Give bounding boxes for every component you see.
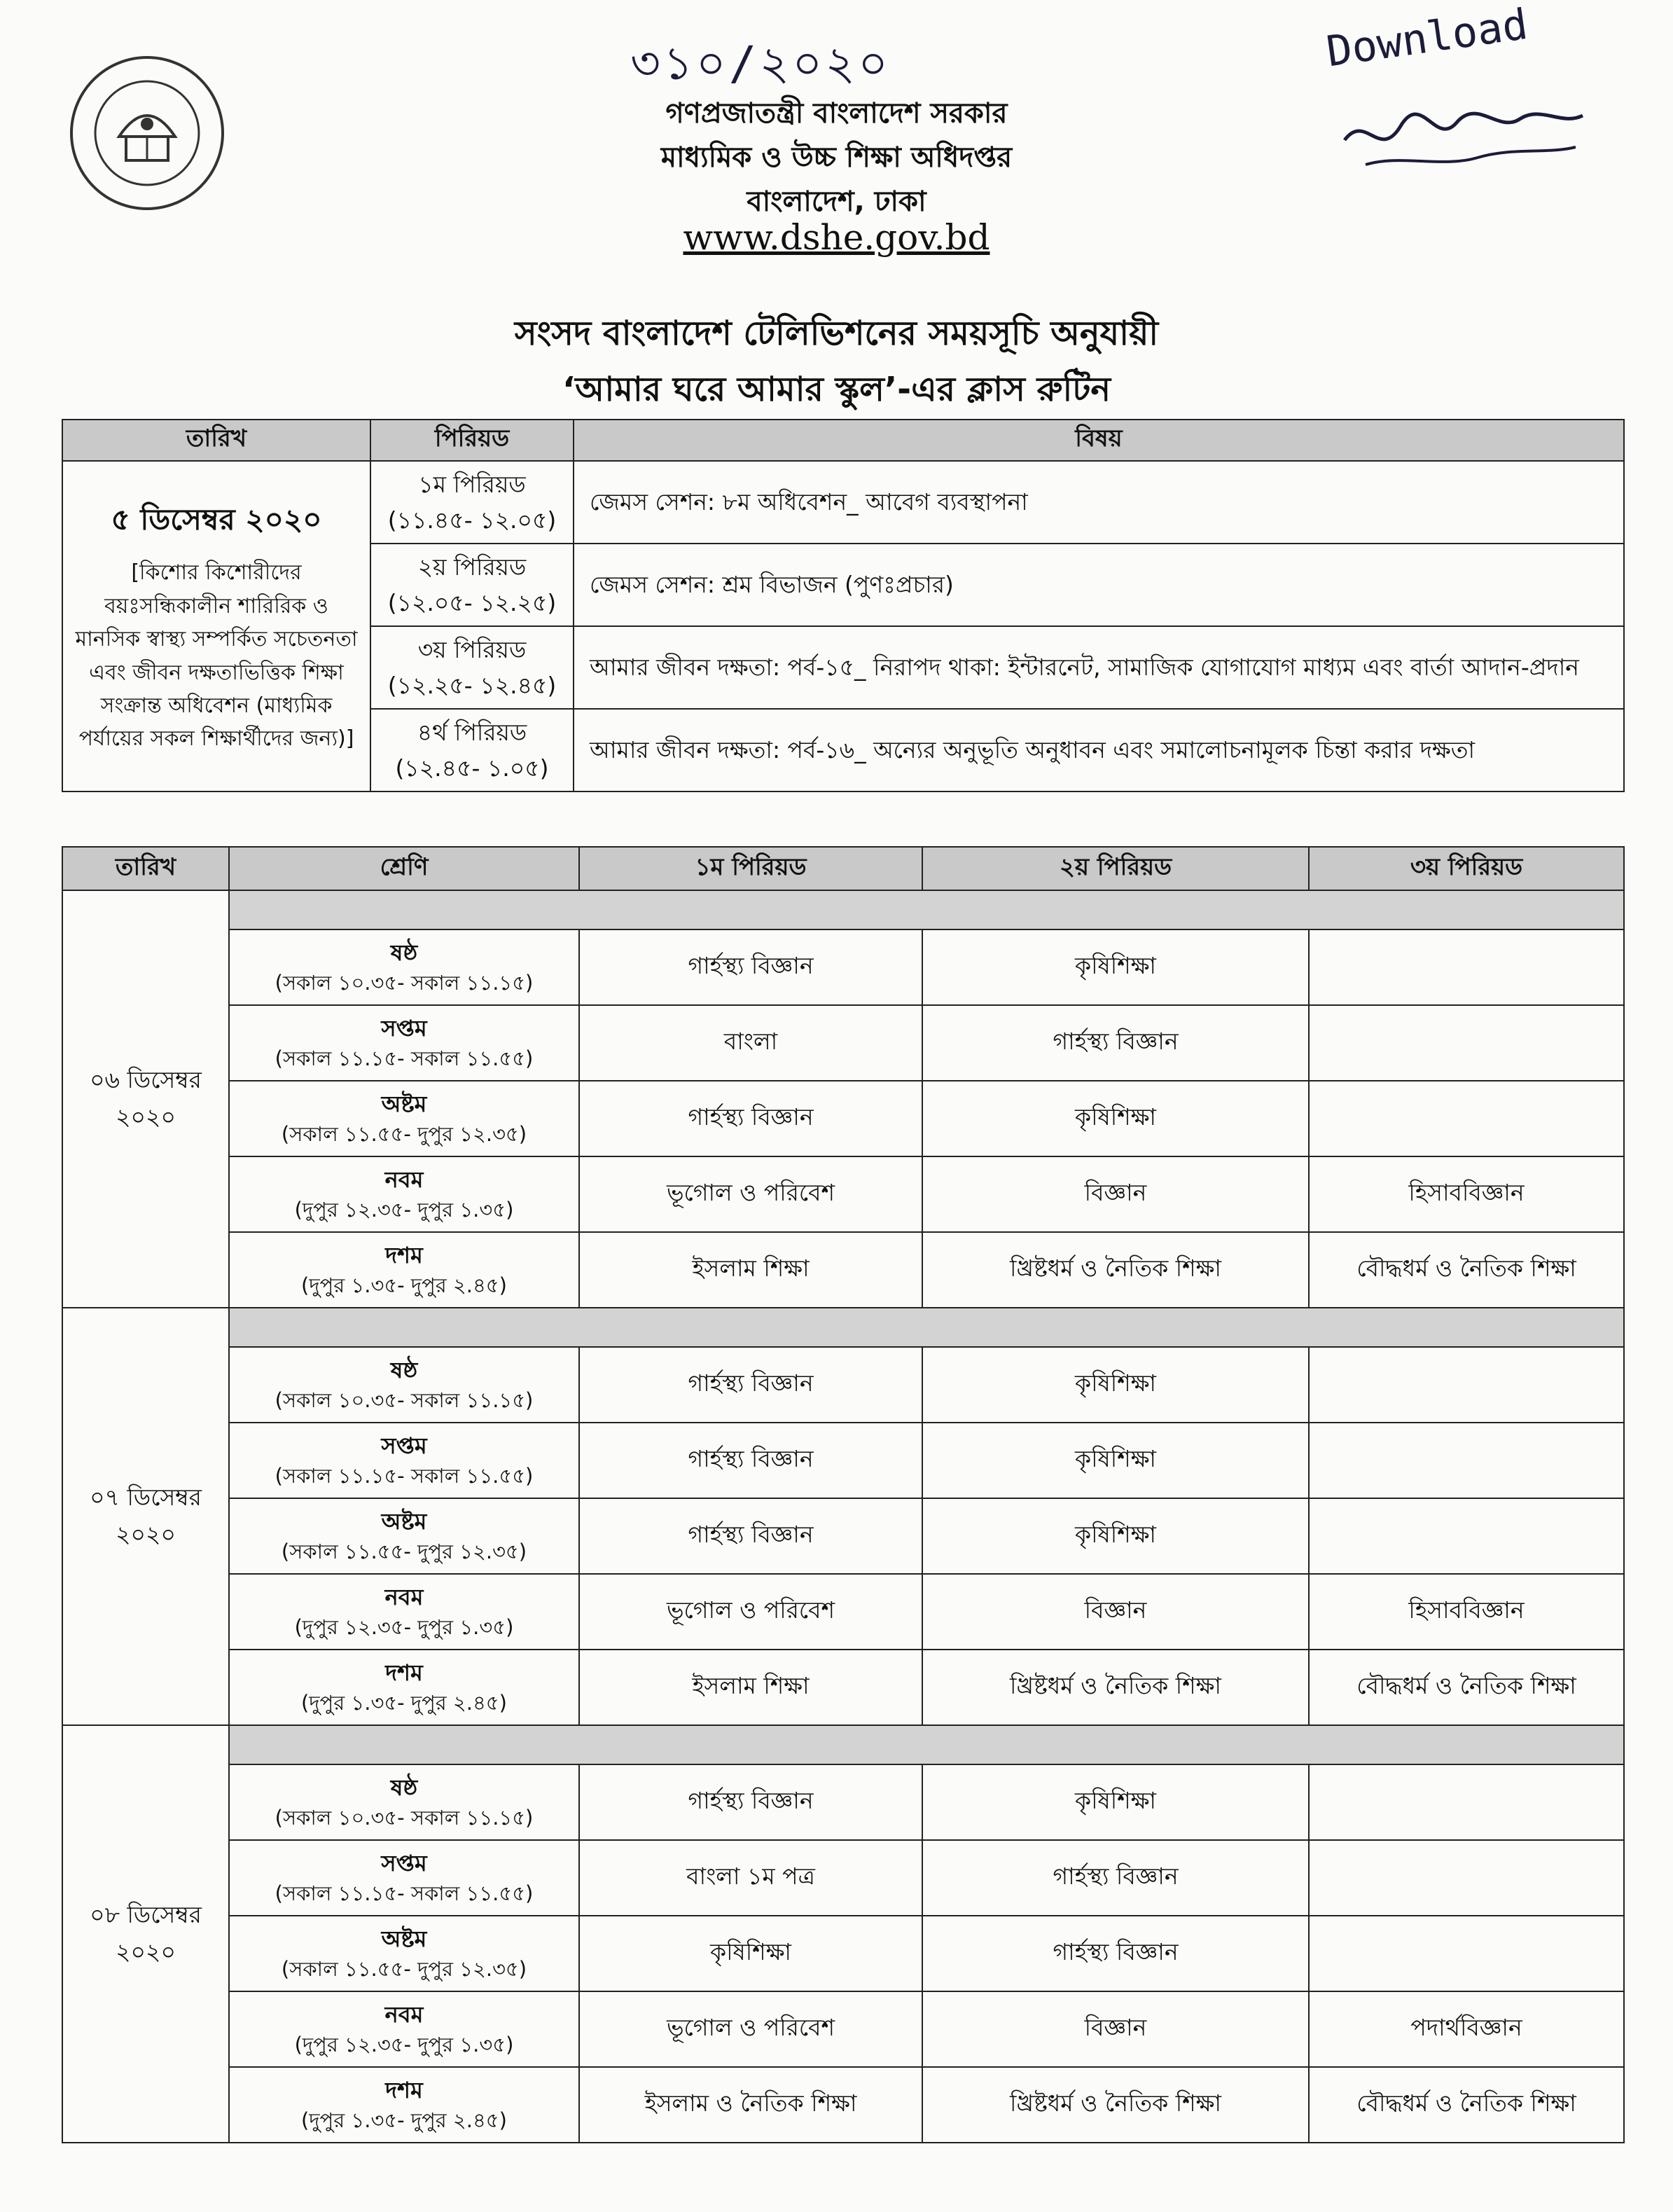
class-name: সপ্তম (381, 1015, 427, 1042)
day-date-cell (62, 1725, 229, 2143)
class-cell (229, 929, 579, 1005)
header-class: শ্রেণি (229, 847, 579, 890)
header-subject: বিষয় (574, 420, 1624, 461)
table-row (62, 461, 1624, 544)
class-name: সপ্তম (381, 1850, 427, 1877)
table-row (62, 1423, 1624, 1498)
period-2-subject: খ্রিষ্টধর্ম ও নৈতিক শিক্ষা (922, 1232, 1309, 1308)
period-3-subject (1309, 1498, 1624, 1574)
period-label: ৪র্থ পিরিয়ড (417, 718, 527, 746)
class-cell (229, 1498, 579, 1574)
day-date-line-1: ০৮ ডিসেম্বর (90, 1901, 202, 1929)
day-separator-row (62, 1308, 1624, 1347)
table-row (62, 2067, 1624, 2143)
period-1-subject: ভূগোল ও পরিবেশ (579, 1574, 922, 1650)
period-2-subject: খ্রিষ্টধর্ম ও নৈতিক শিক্ষা (922, 2067, 1309, 2143)
period-3-subject (1309, 1347, 1624, 1423)
separator-band (229, 890, 1624, 929)
directorate-name: মাধ্যমিক ও উচ্চ শিক্ষা অধিদপ্তর (660, 141, 1013, 174)
day-date-line-1: ০৭ ডিসেম্বর (90, 1484, 202, 1512)
header-period-3: ৩য় পিরিয়ড (1309, 847, 1624, 890)
table-row (62, 1991, 1624, 2067)
period-1-subject: ইসলাম শিক্ষা (579, 1650, 922, 1725)
period-cell (370, 709, 574, 792)
topic-cell: আমার জীবন দক্ষতা: পর্ব-১৫_ নিরাপদ থাকা: ইন্টারনেট, সামাজিক যোগাযোগ মাধ্যম এবং বার্তা আদান-প্রদান (574, 626, 1624, 709)
table-row (62, 1916, 1624, 1991)
topic-cell: জেমস সেশন: শ্রম বিভাজন (পুণঃপ্রচার) (574, 544, 1624, 626)
period-1-subject: গার্হস্থ্য বিজ্ঞান (579, 1347, 922, 1423)
class-time: (সকাল ১০.৩৫- সকাল ১১.১৫) (275, 1388, 534, 1413)
period-3-subject: বৌদ্ধধর্ম ও নৈতিক শিক্ষা (1309, 1650, 1624, 1725)
session-note: [কিশোর কিশোরীদের বয়ঃসন্ধিকালীন শারিরিক ও মানসিক স্বাস্থ্য সম্পর্কিত সচেতনতা এবং জীবন দক্ষতাভিত্তিক শিক্ষা সংক্রান্ত অধিবেশন (মাধ্যমিক পর্যায়ের সকল শিক্ষার্থীদের জন্য)] (75, 560, 358, 752)
class-cell (229, 1156, 579, 1232)
class-name: দশম (385, 1242, 423, 1269)
day-date-line-2: ২০২০ (116, 1521, 176, 1548)
website-link[interactable]: www.dshe.gov.bd (683, 217, 990, 258)
period-2-subject: কৃষিশিক্ষা (922, 1423, 1309, 1498)
period-1-subject: বাংলা (579, 1005, 922, 1081)
class-time: (সকাল ১০.৩৫- সকাল ১১.১৫) (275, 1806, 534, 1830)
table-row (62, 1232, 1624, 1308)
day-date-line-2: ২০২০ (116, 1103, 176, 1131)
class-name: ষষ্ঠ (390, 1357, 418, 1384)
class-time: (দুপুর ১২.৩৫- দুপুর ১.৩৫) (294, 1198, 514, 1222)
topic-cell: জেমস সেশন: ৮ম অধিবেশন_ আবেগ ব্যবস্থাপনা (574, 461, 1624, 544)
class-time: (সকাল ১১.৫৫- দুপুর ১২.৩৫) (281, 1540, 527, 1564)
period-3-subject: হিসাববিজ্ঞান (1309, 1574, 1624, 1650)
period-2-subject: বিজ্ঞান (922, 1156, 1309, 1232)
period-1-subject: ইসলাম শিক্ষা (579, 1232, 922, 1308)
period-2-subject: বিজ্ঞান (922, 1574, 1309, 1650)
period-3-subject (1309, 1916, 1624, 1991)
period-2-subject: কৃষিশিক্ষা (922, 1764, 1309, 1840)
period-cell (370, 626, 574, 709)
class-name: নবম (384, 1584, 424, 1611)
period-2-subject: গার্হস্থ্য বিজ্ঞান (922, 1005, 1309, 1081)
class-name: সপ্তম (381, 1432, 427, 1460)
topic-cell: আমার জীবন দক্ষতা: পর্ব-১৬_ অন্যের অনুভূতি অনুধাবন এবং সমালোচনামূলক চিন্তা করার দক্ষতা (574, 709, 1624, 792)
period-3-subject: বৌদ্ধধর্ম ও নৈতিক শিক্ষা (1309, 2067, 1624, 2143)
period-1-subject: গার্হস্থ্য বিজ্ঞান (579, 1081, 922, 1156)
header-period: পিরিয়ড (370, 420, 574, 461)
class-name: ষষ্ঠ (390, 1774, 418, 1802)
location: বাংলাদেশ, ঢাকা (747, 186, 926, 218)
period-2-subject: কৃষিশিক্ষা (922, 1498, 1309, 1574)
class-name: দশম (385, 1659, 423, 1687)
class-time: (সকাল ১০.৩৫- সকাল ১১.১৫) (275, 971, 534, 995)
period-1-subject: বাংলা ১ম পত্র (579, 1840, 922, 1916)
separator-band (229, 1308, 1624, 1347)
document-title-line-2: ‘আমার ঘরে আমার স্কুল’-এর ক্লাস রুটিন (562, 370, 1111, 409)
period-2-subject: বিজ্ঞান (922, 1991, 1309, 2067)
header-date: তারিখ (62, 420, 370, 461)
period-time: (১১.৪৫- ১২.০৫) (387, 506, 557, 534)
class-cell (229, 2067, 579, 2143)
class-time: (সকাল ১১.১৫- সকাল ১১.৫৫) (275, 1464, 534, 1488)
period-3-subject (1309, 1005, 1624, 1081)
table-row (62, 929, 1624, 1005)
period-2-subject: কৃষিশিক্ষা (922, 929, 1309, 1005)
table-header-row (62, 420, 1624, 461)
period-time: (১২.২৫- ১২.৪৫) (387, 672, 557, 699)
period-3-subject: হিসাববিজ্ঞান (1309, 1156, 1624, 1232)
class-cell (229, 1081, 579, 1156)
period-cell (370, 544, 574, 626)
class-cell (229, 1232, 579, 1308)
class-time: (সকাল ১১.৫৫- দুপুর ১২.৩৫) (281, 1957, 527, 1982)
life-skills-session-table (62, 419, 1625, 792)
table-row (62, 1081, 1624, 1156)
period-time: (১২.০৫- ১২.২৫) (387, 589, 557, 616)
table-row (62, 1156, 1624, 1232)
class-cell (229, 1650, 579, 1725)
period-2-subject: গার্হস্থ্য বিজ্ঞান (922, 1916, 1309, 1991)
class-time: (দুপুর ১.৩৫- দুপুর ২.৪৫) (301, 1691, 507, 1715)
table-row (62, 1574, 1624, 1650)
class-time: (সকাল ১১.১৫- সকাল ১১.৫৫) (275, 1046, 534, 1071)
government-name: গণপ্রজাতন্ত্রী বাংলাদেশ সরকার (665, 97, 1008, 130)
day-date-cell (62, 890, 229, 1308)
period-1-subject: ভূগোল ও পরিবেশ (579, 1156, 922, 1232)
day-date-cell (62, 1308, 229, 1725)
table-row (62, 1840, 1624, 1916)
period-1-subject: কৃষিশিক্ষা (579, 1916, 922, 1991)
class-name: নবম (384, 2001, 424, 2028)
period-1-subject: গার্হস্থ্য বিজ্ঞান (579, 1498, 922, 1574)
class-cell (229, 1347, 579, 1423)
document-title-line-1: সংসদ বাংলাদেশ টেলিভিশনের সময়সূচি অনুযায়ী (514, 314, 1159, 353)
class-cell (229, 1764, 579, 1840)
period-2-subject: খ্রিষ্টধর্ম ও নৈতিক শিক্ষা (922, 1650, 1309, 1725)
class-time: (দুপুর ১২.৩৫- দুপুর ১.৩৫) (294, 2033, 514, 2057)
class-time: (দুপুর ১২.৩৫- দুপুর ১.৩৫) (294, 1615, 514, 1640)
period-3-subject (1309, 1423, 1624, 1498)
day-separator-row (62, 890, 1624, 929)
period-2-subject: কৃষিশিক্ষা (922, 1347, 1309, 1423)
table-row (62, 1650, 1624, 1725)
period-3-subject: বৌদ্ধধর্ম ও নৈতিক শিক্ষা (1309, 1232, 1624, 1308)
period-1-subject: গার্হস্থ্য বিজ্ঞান (579, 1423, 922, 1498)
class-name: দশম (385, 2077, 423, 2104)
day-date-line-1: ০৬ ডিসেম্বর (90, 1066, 202, 1094)
class-time: (সকাল ১১.৫৫- দুপুর ১২.৩৫) (281, 1122, 527, 1147)
header-date: তারিখ (62, 847, 229, 890)
table-header-row (62, 847, 1624, 890)
period-1-subject: গার্হস্থ্য বিজ্ঞান (579, 1764, 922, 1840)
class-routine-table (62, 846, 1625, 2143)
handwritten-download-note: Download (1324, 0, 1531, 77)
period-label: ৩য় পিরিয়ড (417, 635, 527, 663)
period-label: ২য় পিরিয়ড (417, 553, 527, 581)
session-date-cell (62, 461, 370, 792)
class-name: ষষ্ঠ (390, 939, 418, 967)
session-date: ৫ ডিসেম্বর ২০২০ (111, 502, 322, 537)
period-3-subject (1309, 1081, 1624, 1156)
header-period-2: ২য় পিরিয়ড (922, 847, 1309, 890)
period-3-subject: পদার্থবিজ্ঞান (1309, 1991, 1624, 2067)
class-name: নবম (384, 1166, 424, 1194)
period-1-subject: ইসলাম ও নৈতিক শিক্ষা (579, 2067, 922, 2143)
class-name: অষ্টম (381, 1508, 427, 1535)
header-period-1: ১ম পিরিয়ড (579, 847, 922, 890)
class-name: অষ্টম (381, 1091, 427, 1118)
class-time: (দুপুর ১.৩৫- দুপুর ২.৪৫) (301, 2108, 507, 2133)
class-cell (229, 1840, 579, 1916)
period-3-subject (1309, 1840, 1624, 1916)
class-cell (229, 1916, 579, 1991)
table-row (62, 1764, 1624, 1840)
table-row (62, 1498, 1624, 1574)
day-date-line-2: ২০২০ (116, 1938, 176, 1965)
period-time: (১২.৪৫- ১.০৫) (395, 754, 549, 782)
day-separator-row (62, 1725, 1624, 1764)
period-2-subject: গার্হস্থ্য বিজ্ঞান (922, 1840, 1309, 1916)
class-cell (229, 1574, 579, 1650)
class-time: (সকাল ১১.১৫- সকাল ১১.৫৫) (275, 1881, 534, 1906)
table-row (62, 1347, 1624, 1423)
period-3-subject (1309, 1764, 1624, 1840)
class-cell (229, 1423, 579, 1498)
class-name: অষ্টম (381, 1926, 427, 1953)
period-1-subject: গার্হস্থ্য বিজ্ঞান (579, 929, 922, 1005)
handwritten-reference-number: ৩১০/২০২০ (630, 36, 891, 90)
period-3-subject (1309, 929, 1624, 1005)
period-label: ১ম পিরিয়ড (418, 470, 526, 498)
class-cell (229, 1991, 579, 2067)
separator-band (229, 1725, 1624, 1764)
period-2-subject: কৃষিশিক্ষা (922, 1081, 1309, 1156)
class-cell (229, 1005, 579, 1081)
period-cell (370, 461, 574, 544)
period-1-subject: ভূগোল ও পরিবেশ (579, 1991, 922, 2067)
class-time: (দুপুর ১.৩৫- দুপুর ২.৪৫) (301, 1273, 507, 1298)
table-row (62, 1005, 1624, 1081)
